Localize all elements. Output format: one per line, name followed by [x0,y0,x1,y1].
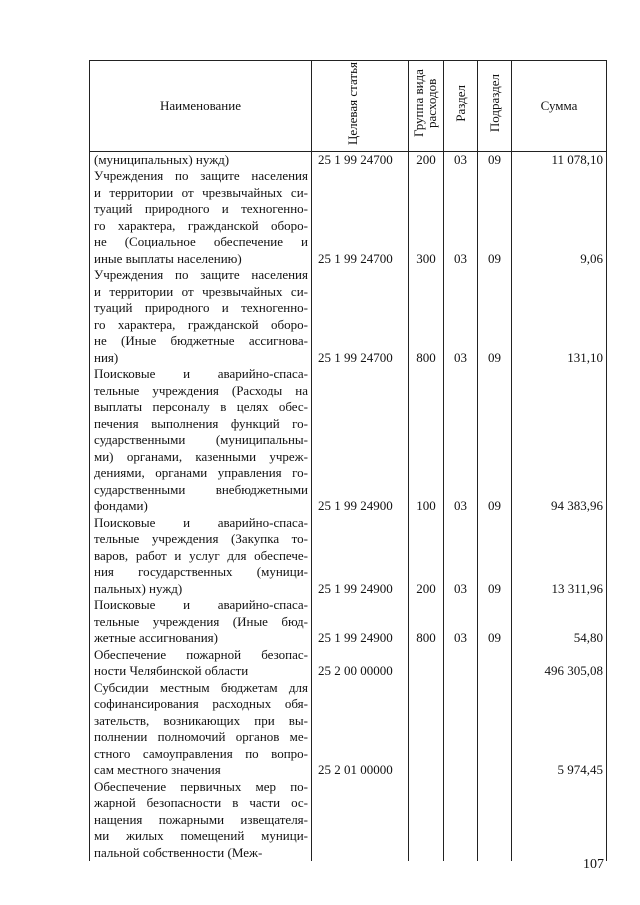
row-target-code: 25 1 99 24700 [312,151,409,168]
row-name-line: софинансирования расходных обя- [94,696,308,711]
row-sum: 54,80 [512,597,607,647]
row-name-line: и территории от чрезвычайных си- [94,184,308,200]
row-section: 03 [444,267,478,366]
row-target-code: 25 1 99 24900 [312,366,409,515]
header-subsection: Подраздел [478,61,512,152]
row-sum: 131,10 [512,267,607,366]
table-body [90,151,607,861]
row-name-line: Поисковые и аварийно-спаса- [94,597,308,612]
row-subsection [478,779,512,862]
row-target-code [312,779,409,862]
table-row [90,366,607,515]
row-name-line: пальной собственности (Меж- [94,844,263,860]
row-target-code: 25 1 99 24700 [312,267,409,366]
row-target-code: 25 1 99 24700 [312,168,409,267]
row-name-line: тельные учреждения (Иные бюд- [94,613,308,629]
row-name-line: печения выполнения функций го- [94,415,308,431]
row-name-line: ния) [94,349,119,365]
table-row [90,267,607,366]
row-expense-group [409,647,444,680]
table-row [90,779,607,862]
row-section: 03 [444,366,478,515]
row-name-line: Поисковые и аварийно-спаса- [94,366,308,381]
row-name-line: Учреждения по защите населения [94,168,308,183]
table-row [90,647,607,680]
row-name-line: Обеспечение первичных мер по- [94,778,308,794]
row-sum: 9,06 [512,168,607,267]
row-name-line: го характера, гражданской оборо- [94,217,308,233]
table-row [90,168,607,267]
row-expense-group [409,779,444,862]
table-row [90,151,607,168]
row-name-line: дениями, органами управления го- [94,465,308,480]
row-name-line: сударственными (муниципальны- [94,432,308,447]
row-name-line: тельные учреждения (Расходы на [94,382,308,398]
row-target-code: 25 2 00 00000 [312,647,409,680]
row-name [90,779,312,862]
row-expense-group: 100 [409,366,444,515]
row-subsection: 09 [478,515,512,598]
row-name-line: Учреждения по защите населения [94,267,308,282]
table-header-row [90,61,607,152]
row-target-code: 25 1 99 24900 [312,515,409,598]
row-section [444,680,478,779]
row-name-line: фондами) [94,498,148,513]
row-expense-group: 800 [409,267,444,366]
row-name [90,597,312,647]
row-target-code: 25 2 01 00000 [312,680,409,779]
row-name [90,168,312,267]
budget-table [89,60,607,861]
row-name-line: Поисковые и аварийно-спаса- [94,514,308,530]
row-name [90,515,312,598]
header-expense-group: Группа вида расходов [409,61,444,152]
row-name-line: сам местного значения [94,762,221,777]
row-name-line: Обеспечение пожарной безопас- [94,646,308,662]
row-subsection [478,680,512,779]
page-number: 107 [583,857,604,872]
row-name [90,366,312,515]
row-name [90,680,312,779]
row-section: 03 [444,151,478,168]
table-row [90,597,607,647]
row-expense-group: 200 [409,515,444,598]
row-sum [512,779,607,862]
row-name-line: не (Социальное обеспечение и [94,234,308,249]
row-sum: 11 078,10 [512,151,607,168]
row-name-line: туаций природного и техногенно- [94,201,308,216]
row-expense-group [409,680,444,779]
header-name: Наименование [90,61,312,152]
row-name-line: сударственными внебюджетными [94,481,308,497]
row-subsection: 09 [478,168,512,267]
row-name [90,647,312,680]
row-section: 03 [444,515,478,598]
row-name-line: не (Иные бюджетные ассигнова- [94,333,308,348]
row-name-line: зательств, возникающих при вы- [94,712,308,728]
table-row [90,515,607,598]
row-section [444,779,478,862]
row-name-line: полнении полномочий органов ме- [94,729,308,744]
row-name-line: стного самоуправления по вопро- [94,745,308,761]
row-subsection: 09 [478,151,512,168]
row-name-line: тельные учреждения (Закупка то- [94,531,308,546]
header-sum: Сумма [512,61,607,152]
row-name-line: жарной безопасности в части ос- [94,795,308,810]
row-sum: 5 974,45 [512,680,607,779]
row-name-line: ми жилых помещений муници- [94,828,308,843]
row-name-line: туаций природного и техногенно- [94,300,308,315]
row-section [444,647,478,680]
header-section: Раздел [444,61,478,152]
row-sum: 13 311,96 [512,515,607,598]
header-target: Целевая статья [312,61,409,152]
row-name-line: жетные ассигнования) [94,630,218,645]
row-sum: 94 383,96 [512,366,607,515]
row-name-line: Субсидии местным бюджетам для [94,679,308,695]
row-name-line: го характера, гражданской оборо- [94,316,308,332]
row-name-line: и территории от чрезвычайных си- [94,283,308,299]
row-name-line: ми) органами, казенными учреж- [94,448,308,464]
row-target-code: 25 1 99 24900 [312,597,409,647]
row-sum: 496 305,08 [512,647,607,680]
row-name-line: нащения пожарными извещателя- [94,811,308,827]
row-name-line: (муниципальных) нужд) [94,151,230,167]
row-expense-group: 300 [409,168,444,267]
row-name-line: варов, работ и услуг для обеспече- [94,547,308,563]
row-subsection: 09 [478,597,512,647]
row-name-line: иные выплаты населению) [94,250,242,266]
row-name [90,267,312,366]
row-name [90,151,312,168]
row-section: 03 [444,168,478,267]
row-expense-group: 800 [409,597,444,647]
row-subsection [478,647,512,680]
row-expense-group: 200 [409,151,444,168]
table-row [90,680,607,779]
row-name-line: пальных) нужд) [94,580,183,596]
row-section: 03 [444,597,478,647]
row-subsection: 09 [478,267,512,366]
row-name-line: ности Челябинской области [94,663,249,678]
row-subsection: 09 [478,366,512,515]
row-name-line: выплаты персоналу в целях обес- [94,399,308,414]
row-name-line: ния государственных (муници- [94,564,308,579]
